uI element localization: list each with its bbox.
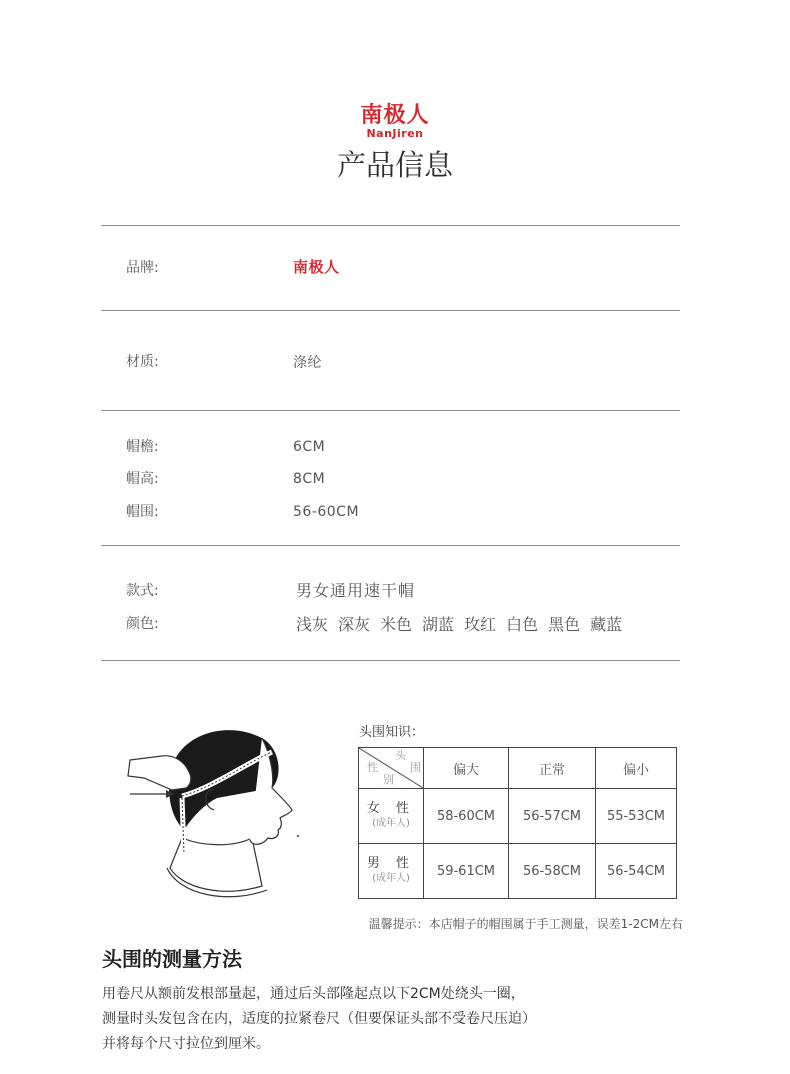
style-label: 款式: (126, 583, 159, 599)
logo-chinese: 南极人 (360, 103, 430, 128)
corner-label-left: 性 (367, 761, 378, 774)
sex-sublabel: (成年人) (372, 873, 410, 884)
brim-value: 6CM (293, 439, 326, 455)
table-header: 偏大 (424, 748, 509, 789)
description-line: 测量时头发包含在内，适度的拉紧卷尺（但要保证头部不受卷尺压迫） (102, 1011, 536, 1027)
logo-english: NanJiren (366, 127, 424, 140)
divider (101, 410, 680, 411)
sex-label: 男 性 (366, 856, 416, 871)
head-measurement-illustration (122, 718, 312, 908)
color-option: 黑色 (548, 615, 581, 634)
section-title: 头围的测量方法 (102, 947, 242, 971)
color-option: 湖蓝 (422, 615, 455, 634)
height-value: 8CM (293, 471, 326, 487)
material-value: 涤纶 (293, 355, 322, 371)
color-label: 颜色: (126, 616, 159, 632)
table-header: 正常 (509, 748, 596, 789)
brim-label: 帽檐: (126, 439, 159, 455)
table-cell: 56-54CM (596, 844, 677, 899)
divider (101, 545, 680, 546)
height-label: 帽高: (126, 471, 159, 487)
corner-label-top: 头 (395, 749, 406, 762)
color-options (296, 614, 632, 636)
color-option: 白色 (506, 615, 539, 634)
description-line: 并将每个尺寸拉位到厘米。 (102, 1036, 270, 1052)
table-corner-cell (359, 748, 424, 789)
corner-label-right: 围 (410, 761, 421, 774)
color-option: 玫红 (464, 615, 497, 634)
table-header: 偏小 (596, 748, 677, 789)
divider (101, 310, 680, 311)
color-option: 浅灰 (296, 615, 329, 634)
brand-value: 南极人 (293, 258, 340, 276)
size-table (358, 747, 677, 899)
divider (101, 660, 680, 661)
corner-label-bottom: 别 (383, 773, 394, 786)
table-row (359, 789, 677, 844)
sex-sublabel: (成年人) (372, 818, 410, 829)
material-label: 材质: (126, 354, 159, 370)
circumference-value: 56-60CM (293, 504, 360, 520)
page-title: 产品信息 (336, 148, 453, 182)
table-cell: 56-58CM (509, 844, 596, 899)
size-table-title: 头围知识： (359, 725, 425, 740)
color-option: 藏蓝 (590, 615, 623, 634)
table-cell: 59-61CM (424, 844, 509, 899)
color-option: 深灰 (338, 615, 371, 634)
table-row-label (359, 844, 424, 899)
measurement-note: 温馨提示：本店帽子的帽围属于手工测量，误差1-2CM左右 (368, 917, 683, 931)
style-value: 男女通用速干帽 (296, 581, 416, 600)
divider (101, 225, 680, 226)
description-line: 用卷尺从额前发根部量起，通过后头部隆起点以下2CM处绕头一圈， (102, 986, 525, 1002)
table-cell: 55-53CM (596, 789, 677, 844)
sex-label: 女 性 (366, 801, 416, 816)
table-cell: 56-57CM (509, 789, 596, 844)
table-row (359, 844, 677, 899)
color-option: 米色 (380, 615, 413, 634)
brand-label: 品牌: (126, 260, 159, 276)
table-cell: 58-60CM (424, 789, 509, 844)
circumference-label: 帽围: (126, 504, 159, 520)
table-row-label (359, 789, 424, 844)
